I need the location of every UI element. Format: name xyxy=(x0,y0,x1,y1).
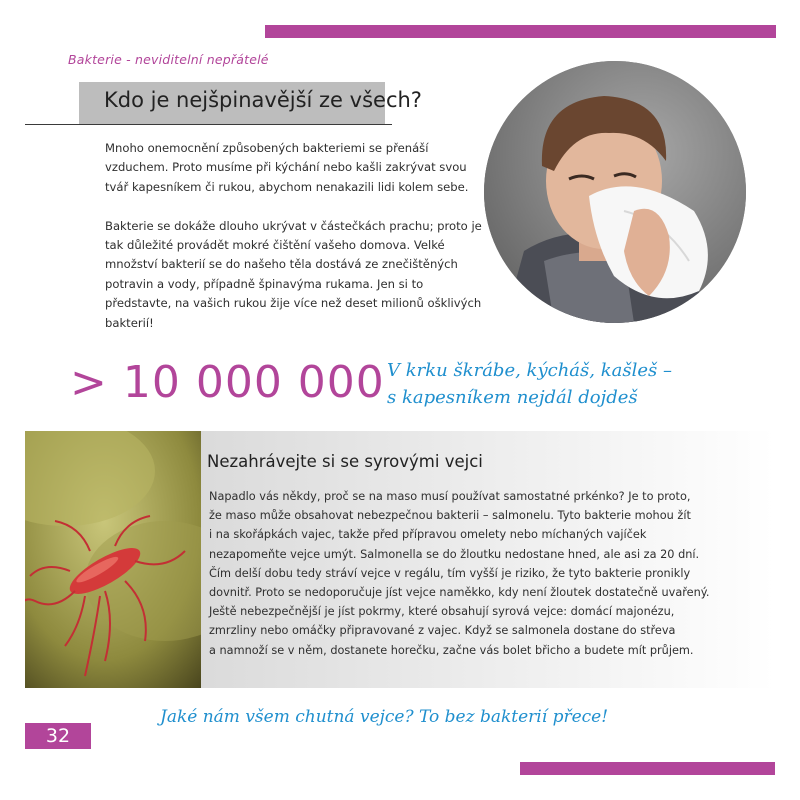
panel-line: dovnitř. Proto se nedoporučuje jíst vejce naměkko, kdy není žloutek dostatečně uvařený. xyxy=(209,586,710,600)
panel-line: Ještě nebezpečnější je jíst pokrmy, které obsahují syrová vejce: domácí majonézu, xyxy=(209,605,675,619)
sneezing-child-photo xyxy=(484,61,746,323)
panel-line: Čím delší dobu tedy stráví vejce v regálu, tím vyšší je riziko, že tyto bakterie pronikly xyxy=(209,566,691,580)
page-heading: Kdo je nejšpinavější ze všech? xyxy=(104,88,422,112)
panel-line: a namnoží se v něm, dostanete horečku, začne vás bolet břicho a budete mít průjem. xyxy=(209,643,694,657)
bottom-accent-bar xyxy=(520,762,775,775)
ten-million-figure: > 10 000 000 xyxy=(70,357,385,408)
intro-text xyxy=(105,139,490,333)
panel-line: že maso může obsahovat nebezpečnou bakterii – salmonelu. Tyto bakterie mohou žít xyxy=(209,509,691,523)
salmonella-bacterium-illustration xyxy=(25,431,201,688)
panel-title: Nezahrávejte si se syrovými vejci xyxy=(207,452,483,471)
handwritten-slogan xyxy=(387,357,687,411)
slogan-line-1: V krku škrábe, kýcháš, kašleš – xyxy=(387,360,672,381)
panel-text xyxy=(209,487,749,660)
page-number: 32 xyxy=(45,725,71,747)
panel-line: i na skořápkách vajec, takže před přípravou omelety nebo míchaných vajíček xyxy=(209,528,647,542)
salmonella-bacterium-image xyxy=(25,431,201,688)
panel-line: zmrzliny nebo omáčky připravované z vajec. Když se salmonela dostane do střeva xyxy=(209,624,676,638)
panel-line: nezapomeňte vejce umýt. Salmonella se do žloutku nedostane hned, ale asi za 20 dní. xyxy=(209,547,700,561)
footer-slogan: Jaké nám všem chutná vejce? To bez bakterií přece! xyxy=(160,707,609,727)
top-accent-bar xyxy=(265,25,776,38)
panel-line: Napadlo vás někdy, proč se na maso musí používat samostatné prkénko? Je to proto, xyxy=(209,490,691,503)
heading-underline xyxy=(25,124,392,125)
intro-paragraph-2: Bakterie se dokáže dlouho ukrývat v částečkách prachu; proto je tak důležité provádět mokré čištění vašeho domova. Velké množství bakterií se do našeho těla dostává ze znečištěných potravin a vody, případně špinavýma rukama. Jen si to představte, na vašich rukou žije více než deset milionů ošklivých bakterií! xyxy=(105,218,482,330)
slogan-line-2: s kapesníkem nejdál dojdeš xyxy=(387,387,638,408)
section-label: Bakterie - neviditelní nepřátelé xyxy=(68,52,269,67)
sneezing-child-illustration xyxy=(484,61,746,323)
intro-paragraph-1: Mnoho onemocnění způsobených bakteriemi se přenáší vzduchem. Proto musíme při kýchání nebo kašli zakrývat svou tvář kapesníkem či rukou, abychom nenakazili lidi kolem sebe. xyxy=(105,141,469,194)
